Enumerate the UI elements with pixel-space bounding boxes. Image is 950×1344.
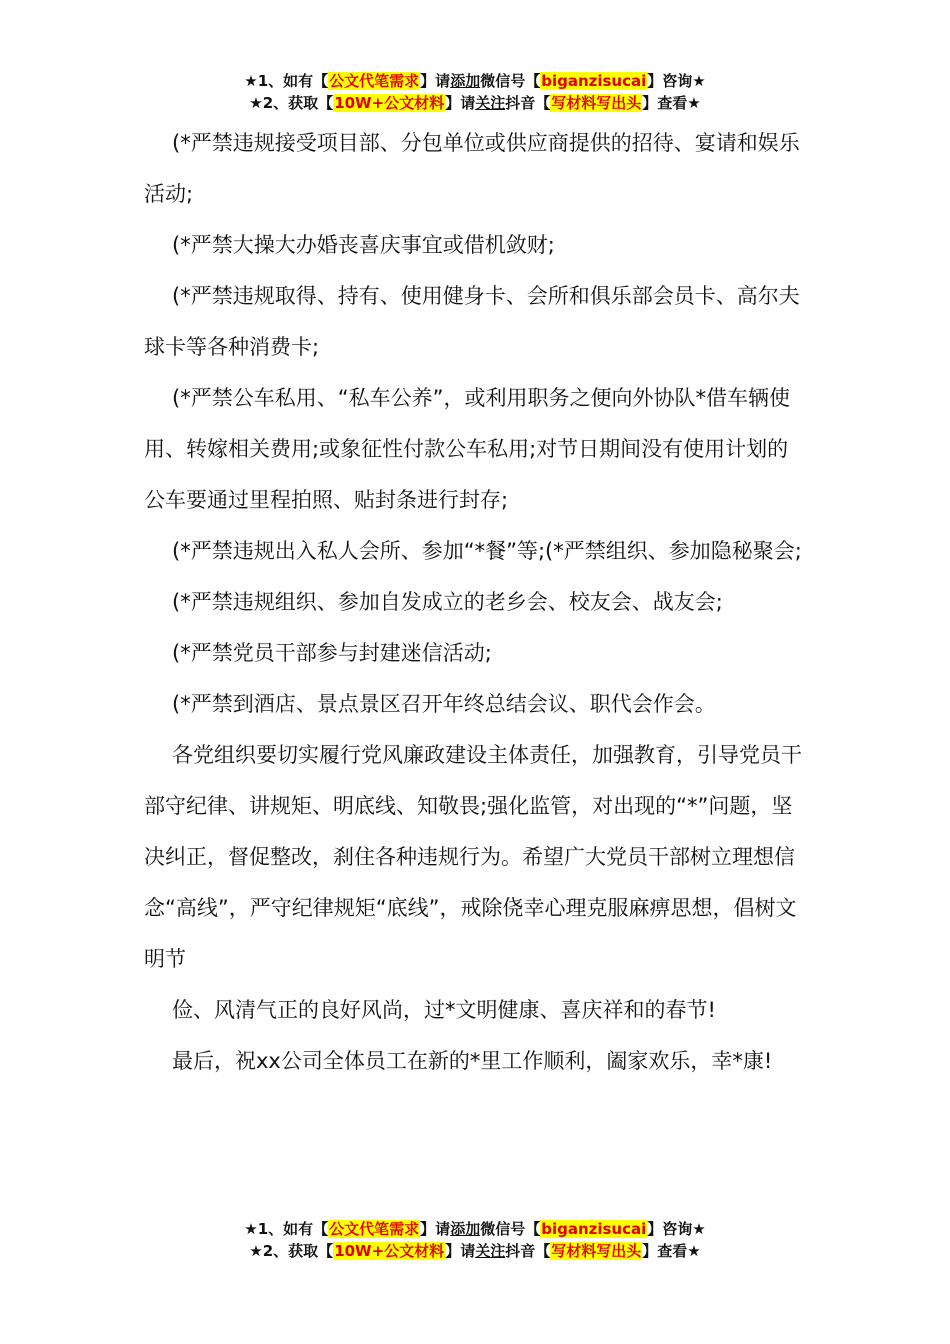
- promo-emphasis: 关注: [475, 1242, 506, 1260]
- promo-line-2: [0, 1240, 950, 1262]
- promo-highlight: 公文代笔需求: [329, 72, 420, 90]
- paragraph: 最后，祝xx公司全体员工在新的*里工作顺利，阖家欢乐，幸*康!: [172, 1049, 773, 1073]
- promo-text: ★2、获取【: [249, 1242, 334, 1260]
- promo-text: 】查看★: [642, 94, 701, 112]
- promo-text: 】请: [445, 94, 476, 112]
- promo-emphasis: 关注: [475, 94, 506, 112]
- paragraph: (*严禁党员干部参与封建迷信活动;: [172, 641, 492, 665]
- promo-text: 微信号【: [480, 72, 541, 90]
- paragraph: 各党组织要切实履行党风廉政建设主体责任，加强教育，引导党员干部守纪律、讲规矩、明底线、知敬畏;强化监管，对出现的“*”问题，坚决纠正，督促整改，刹住各种违规行为。希望广大党员干部树立理想信念“高线”，严守纪律规矩“底线”，戒除侥幸心理克服麻痹思想，倡树文明节: [144, 743, 802, 971]
- promo-highlight: 公文代笔需求: [329, 1220, 420, 1238]
- promo-banner-top: [0, 70, 950, 114]
- promo-highlight: 写材料写出头: [551, 94, 642, 112]
- promo-line-2: [0, 92, 950, 114]
- promo-line-1: [0, 70, 950, 92]
- promo-text: 】咨询★: [647, 72, 706, 90]
- promo-text: 】请: [420, 1220, 451, 1238]
- paragraph: (*严禁违规出入私人会所、参加“*餐”等;(*严禁组织、参加隐秘聚会;: [172, 539, 802, 563]
- promo-text: 】查看★: [642, 1242, 701, 1260]
- paragraph: (*严禁违规组织、参加自发成立的老乡会、校友会、战友会;: [172, 590, 723, 614]
- promo-text: ★2、获取【: [249, 94, 334, 112]
- promo-highlight: biganzisucai: [541, 72, 647, 90]
- promo-highlight: 写材料写出头: [551, 1242, 642, 1260]
- promo-highlight: biganzisucai: [541, 1220, 647, 1238]
- paragraph: (*严禁大操大办婚丧喜庆事宜或借机敛财;: [172, 233, 555, 257]
- paragraph: (*严禁公车私用、“私车公养”，或利用职务之便向外协队*借车辆使用、转嫁相关费用;或象征性付款公车私用;对节日期间没有使用计划的公车要通过里程拍照、贴封条进行封存;: [144, 386, 790, 512]
- promo-text: ★1、如有【: [244, 72, 329, 90]
- promo-text: 】请: [445, 1242, 476, 1260]
- paragraph: (*严禁违规接受项目部、分包单位或供应商提供的招待、宴请和娱乐活动;: [144, 131, 800, 206]
- promo-text: 抖音【: [505, 94, 551, 112]
- paragraph: 俭、风清气正的良好风尚，过*文明健康、喜庆祥和的春节!: [172, 998, 716, 1022]
- promo-text: 】咨询★: [647, 1220, 706, 1238]
- promo-text: 微信号【: [480, 1220, 541, 1238]
- paragraph: (*严禁违规取得、持有、使用健身卡、会所和俱乐部会员卡、高尔夫球卡等各种消费卡;: [144, 284, 800, 359]
- promo-banner-bottom: [0, 1218, 950, 1262]
- promo-highlight: 10W+公文材料: [334, 1242, 445, 1260]
- promo-highlight: 10W+公文材料: [334, 94, 445, 112]
- paragraph: (*严禁到酒店、景点景区召开年终总结会议、职代会作会。: [172, 692, 716, 716]
- promo-text: 】请: [420, 72, 451, 90]
- promo-emphasis: 添加: [450, 72, 481, 90]
- promo-text: ★1、如有【: [244, 1220, 329, 1238]
- promo-emphasis: 添加: [450, 1220, 481, 1238]
- document-body: [144, 118, 808, 1087]
- promo-text: 抖音【: [505, 1242, 551, 1260]
- promo-line-1: [0, 1218, 950, 1240]
